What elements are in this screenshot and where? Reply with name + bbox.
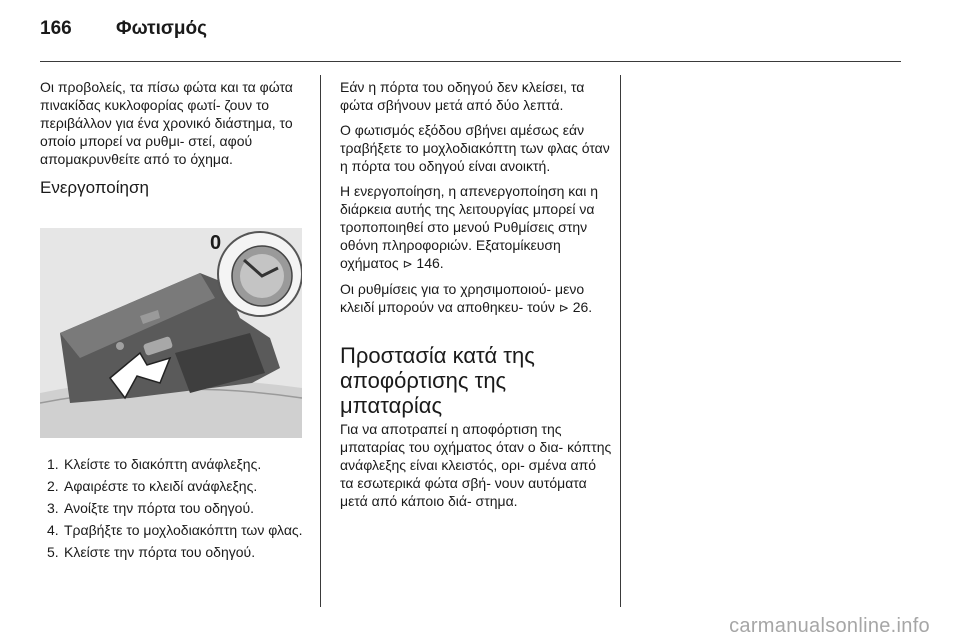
column-divider-left	[320, 75, 321, 607]
right-column	[340, 78, 612, 517]
header-rule	[40, 61, 901, 62]
turn-signal-lever-illustration	[40, 228, 302, 438]
step-text: Κλείστε την πόρτα του οδηγού.	[64, 544, 256, 560]
battery-section-heading: Προστασία κατά της αποφόρτισης της μπαταρίας	[340, 343, 535, 418]
page-title: Φωτισμός	[116, 18, 207, 39]
step-item	[40, 543, 310, 561]
step-number: 5.	[47, 544, 59, 560]
step-text: Κλείστε το διακόπτη ανάφλεξης.	[64, 456, 262, 472]
step-item	[40, 499, 310, 517]
step-item	[40, 521, 310, 539]
door-paragraph: Εάν η πόρτα του οδηγού δεν κλείσει, τα φώτα σβήνουν μετά από δύο λεπτά.	[340, 79, 585, 113]
page-reference[interactable]: 26.	[572, 299, 593, 315]
left-column	[40, 78, 310, 198]
step-item	[40, 455, 310, 473]
exit-lighting-paragraph: Ο φωτισμός εξόδου σβήνει αμέσως εάν τραβήξετε το μοχλοδιακόπτη των φλας όταν η πόρτα του οδηγού είναι ανοικτή.	[340, 122, 610, 174]
key-settings-paragraph	[340, 280, 612, 317]
watermark: carmanualsonline.info	[729, 615, 930, 637]
step-text: Ανοίξτε την πόρτα του οδηγού.	[64, 500, 255, 516]
step-number: 1.	[47, 456, 59, 472]
battery-paragraph: Για να αποτραπεί η αποφόρτιση της μπαταρίας του οχήματος όταν ο δια- κόπτης ανάφλεξης είναι κλειστός, ορι- σμένα από τα εσωτερικά φώτα σβή- νουν αυτόματα μετά από κάποιο διά- στημα.	[340, 421, 612, 509]
step-number: 4.	[47, 522, 59, 538]
step-item	[40, 477, 310, 495]
key-settings-text: Οι ρυθμίσεις για το χρησιμοποιού- μενο κλειδί μπορούν να αποθηκευ- τούν	[340, 281, 585, 315]
activation-subheading: Ενεργοποίηση	[40, 178, 149, 197]
settings-text: Η ενεργοποίηση, η απενεργοποίηση και η διάρκεια αυτής της λειτουργίας μπορεί να τροποποιηθεί στο μενού Ρυθμίσεις στην οθόνη πληροφοριών. Εξατομίκευση οχήματος	[340, 183, 599, 271]
page-number: 166	[40, 18, 72, 39]
activation-steps-list	[40, 455, 310, 565]
intro-paragraph: Οι προβολείς, τα πίσω φώτα και τα φώτα πινακίδας κυκλοφορίας φωτί- ζουν το περιβάλλον για ένα χρονικό διάστημα, το οποίο μπορεί να ρυθμι- στεί, αφού απομακρυνθείτε από το όχημα.	[40, 79, 293, 167]
step-number: 3.	[47, 500, 59, 516]
settings-paragraph	[340, 182, 612, 273]
step-text: Αφαιρέστε το κλειδί ανάφλεξης.	[64, 478, 258, 494]
ignition-position-label: 0	[210, 232, 222, 254]
column-divider-right	[620, 75, 621, 607]
page-reference[interactable]: 146.	[416, 255, 444, 271]
step-text: Τραβήξτε το μοχλοδιακόπτη των φλας.	[64, 522, 303, 538]
lever-drawing	[40, 228, 302, 438]
page-reference-icon: ⊳	[558, 301, 569, 315]
page-reference-icon: ⊳	[402, 257, 413, 271]
step-number: 2.	[47, 478, 59, 494]
